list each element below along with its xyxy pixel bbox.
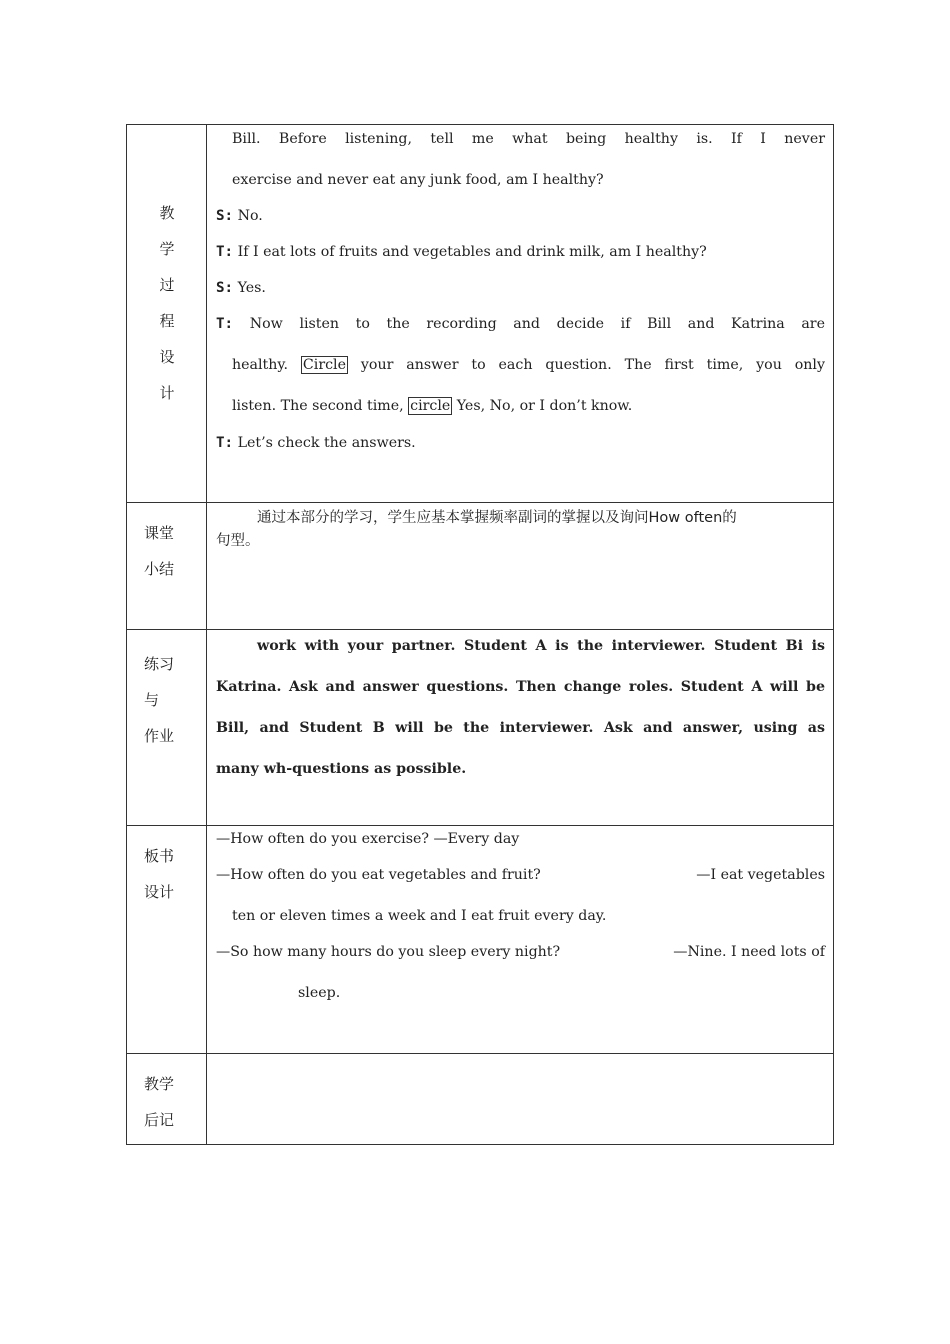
board-line-5: sleep.: [298, 985, 341, 1001]
reflection-row: [127, 1054, 833, 1144]
speaker-teacher: T:: [216, 316, 234, 332]
homework-line-3: Bill, and Student B will be the interviewer. Ask and answer, using as: [216, 720, 825, 736]
board-design-label: 板书 设计: [144, 847, 175, 901]
circle-word-box: Circle: [302, 357, 346, 373]
homework-line-2: Katrina. Ask and answer questions. Then change roles. Student A will be: [216, 679, 825, 695]
homework-line-1: work with your partner. Student A is the interviewer. Student Bi is: [257, 638, 825, 654]
process-line-8: listen. The second time, circle Yes, No, or I don’t know.: [232, 398, 633, 414]
process-line-7: healthy. Circle your answer to each question. The first time, you only: [232, 357, 825, 373]
board-line-4: —So how many hours do you sleep every night? —Nine. I need lots of: [216, 944, 825, 960]
summary-line-2: 句型。: [216, 533, 260, 549]
circle-word-box: circle: [410, 398, 451, 414]
reflection-label: 教学 后记: [144, 1075, 175, 1129]
homework-label: 练习 与 作业: [144, 655, 175, 745]
homework-content: [207, 630, 833, 825]
summary-line-1: 通过本部分的学习，学生应基本掌握频率副词的掌握以及询问How often的: [257, 510, 737, 526]
board-design-row: [127, 826, 833, 1054]
homework-row: [127, 630, 833, 826]
summary-label-cell: [127, 503, 207, 629]
board-line-1: —How often do you exercise? —Every day: [216, 831, 520, 847]
homework-label-cell: [127, 630, 207, 825]
reflection-label-cell: [127, 1054, 207, 1144]
homework-line-4: many wh-questions as possible.: [216, 761, 467, 777]
teaching-process-label: 教 学 过 程 设 计: [159, 204, 175, 402]
process-line-2: exercise and never eat any junk food, am I healthy?: [232, 172, 604, 188]
teaching-process-row: [127, 125, 833, 503]
speaker-student: S:: [216, 280, 234, 296]
process-line-9: T: Let’s check the answers.: [216, 435, 416, 451]
reflection-content: [207, 1054, 833, 1144]
speaker-teacher: T:: [216, 435, 234, 451]
process-line-3: S: No.: [216, 208, 263, 224]
summary-label: 课堂 小结: [144, 524, 175, 578]
board-design-content: [207, 826, 833, 1053]
board-line-3: ten or eleven times a week and I eat fruit every day.: [232, 908, 607, 924]
process-line-4: T: If I eat lots of fruits and vegetables and drink milk, am I healthy?: [216, 244, 707, 260]
summary-row: [127, 503, 833, 630]
teaching-process-label-cell: [127, 125, 207, 502]
lesson-plan-table: [126, 124, 834, 1145]
summary-content: [207, 503, 833, 629]
process-line-5: S: Yes.: [216, 280, 266, 296]
speaker-student: S:: [216, 208, 234, 224]
teaching-process-content: [207, 125, 833, 502]
process-line-1: Bill. Before listening, tell me what being healthy is. If I never: [232, 131, 825, 147]
process-line-6: T: Now listen to the recording and decide if Bill and Katrina are: [216, 316, 825, 332]
board-design-label-cell: [127, 826, 207, 1053]
speaker-teacher: T:: [216, 244, 234, 260]
board-line-2: —How often do you eat vegetables and fruit? —I eat vegetables: [216, 867, 825, 883]
